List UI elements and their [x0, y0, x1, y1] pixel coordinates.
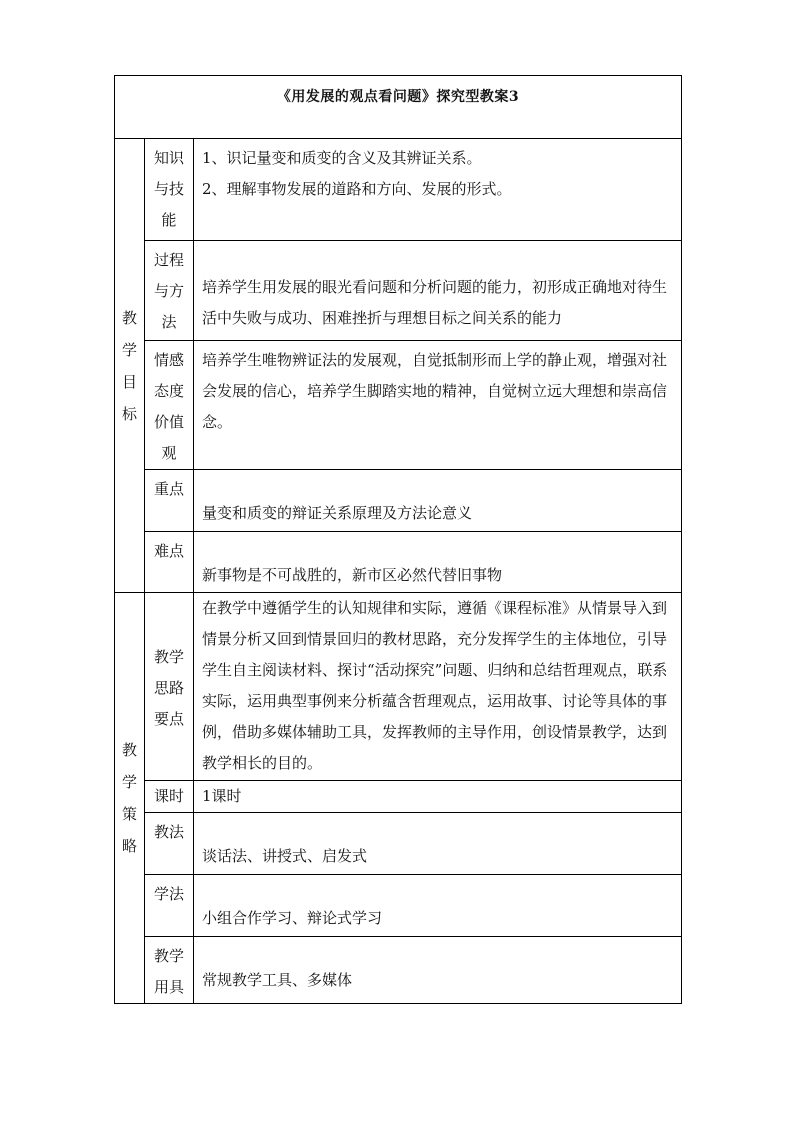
row-label-process-method: 过程与方法 [153, 251, 184, 331]
row-content-emotion-values [194, 341, 682, 470]
row-content-teaching-method [194, 813, 682, 875]
row-label-cell [145, 341, 194, 470]
section-label-cell [115, 139, 145, 593]
row-label-teaching-ideas: 教学思路要点 [153, 648, 184, 728]
section-label-strategy: 教学策略 [121, 741, 137, 855]
row-label-key-point: 重点 [153, 480, 184, 498]
content-text: 小组合作学习、辩论式学习 [202, 909, 383, 927]
row-label-emotion-values: 情感态度价值观 [153, 351, 184, 462]
row-label-teaching-method: 教法 [153, 823, 184, 841]
content-text: 新事物是不可战胜的，新市区必然代替旧事物 [202, 566, 503, 584]
row-label-knowledge-skills: 知识与技能 [153, 149, 184, 229]
content-text: 量变和质变的辩证关系原理及方法论意义 [202, 504, 473, 522]
content-line: 1、识记量变和质变的含义及其辨证关系。 [202, 149, 482, 167]
row-label-cell [145, 241, 194, 341]
content-text: 1课时 [202, 787, 242, 805]
row-label-cell [145, 781, 194, 813]
title-cell [115, 76, 682, 139]
row-class-hours [115, 781, 682, 813]
row-label-study-method: 学法 [153, 885, 184, 903]
row-content-key-point [194, 470, 682, 532]
row-teaching-tools [115, 937, 682, 1004]
lesson-plan-table [114, 75, 682, 1004]
row-content-class-hours [194, 781, 682, 813]
row-difficulty [115, 532, 682, 593]
row-emotion-values [115, 341, 682, 470]
section-label-cell [115, 593, 145, 1004]
row-label-cell [145, 532, 194, 593]
row-content-knowledge-skills [194, 139, 682, 241]
content-text: 培养学生用发展的眼光看问题和分析问题的能力，初形成正确地对待生活中失败与成功、困难挫折与理想目标之间关系的能力 [202, 278, 668, 327]
content-text: 在教学中遵循学生的认知规律和实际，遵循《课程标准》从情景导入到情景分析又回到情景回归的教材思路，充分发挥学生的主体地位，引导学生自主阅读材料、探讨“活动探究”问题、归纳和总结哲理观点，联系实际，运用典型事例来分析蕴含哲理观点，运用故事、讨论等具体的事例，借助多媒体辅助工具，发挥教师的主导作用，创设情景教学，达到教学相长的目的。 [202, 599, 668, 772]
row-teaching-ideas [115, 593, 682, 781]
row-content-process-method [194, 241, 682, 341]
row-label-difficulty: 难点 [153, 542, 184, 560]
row-label-cell [145, 813, 194, 875]
row-label-teaching-tools: 教学用具 [153, 947, 184, 996]
title-row [115, 76, 682, 139]
row-process-method [115, 241, 682, 341]
content-text: 谈话法、讲授式、启发式 [202, 847, 368, 865]
row-teaching-method [115, 813, 682, 875]
content-line: 2、理解事物发展的道路和方向、发展的形式。 [202, 180, 512, 198]
row-label-class-hours: 课时 [153, 787, 184, 805]
row-content-teaching-ideas [194, 593, 682, 781]
content-text: 常规教学工具、多媒体 [202, 971, 353, 989]
row-key-point [115, 470, 682, 532]
row-label-cell [145, 139, 194, 241]
row-content-difficulty [194, 532, 682, 593]
row-content-teaching-tools [194, 937, 682, 1004]
row-content-study-method [194, 875, 682, 937]
section-label-objectives: 教学目标 [121, 308, 137, 423]
document-title: 《用发展的观点看问题》探究型教案3 [276, 89, 520, 105]
row-label-cell [145, 470, 194, 532]
row-label-cell [145, 875, 194, 937]
content-text: 培养学生唯物辨证法的发展观，自觉抵制形而上学的静止观，增强对社会发展的信心，培养学生脚踏实地的精神，自觉树立远大理想和崇高信念。 [202, 351, 668, 431]
row-label-cell [145, 593, 194, 781]
row-knowledge-skills [115, 139, 682, 241]
row-label-cell [145, 937, 194, 1004]
row-study-method [115, 875, 682, 937]
